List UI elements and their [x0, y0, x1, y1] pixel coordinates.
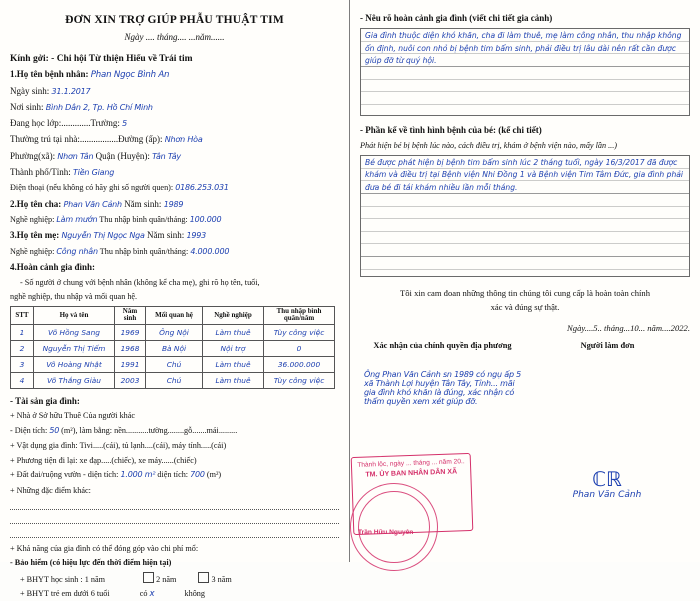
house-area-label: - Diện tích: — [10, 426, 48, 436]
family-situation-title: 4.Hoàn cảnh gia đình: — [10, 261, 96, 272]
family-situation-textarea[interactable] — [360, 28, 690, 116]
father-label: 2.Họ tên cha: — [10, 198, 62, 209]
bhyt-2y-checkbox[interactable] — [143, 572, 154, 583]
blank-line-1 — [10, 499, 339, 510]
phone-value: 0186.253.031 — [175, 183, 229, 193]
cell-year: 2003 — [115, 372, 146, 388]
insurance-title: - Bảo hiểm (có hiệu lực đến thời điểm hiện tại) — [10, 558, 172, 568]
birthplace-row — [10, 101, 339, 114]
bhyt-child-label: + BHYT trẻ em dưới 6 tuổi — [20, 589, 110, 599]
signature-row — [360, 341, 690, 350]
mother-job-row — [10, 246, 339, 258]
cell-stt: 1 — [11, 324, 34, 340]
ward-district-row — [10, 150, 339, 163]
other-features-label: + Những đặc điểm khác: — [10, 485, 91, 495]
father-income-label: Thu nhập bình quân/tháng: — [99, 214, 188, 224]
mother-job-label: Nghề nghiệp: — [10, 246, 55, 256]
cell-stt: 3 — [11, 356, 34, 372]
cell-year: 1968 — [115, 340, 146, 356]
cell-income: 0 — [264, 340, 335, 356]
birth-row — [10, 85, 339, 98]
cell-relation: Ông Nội — [146, 324, 203, 340]
donation-label: + Khả năng của gia đình có thể đóng góp vào chi phí mổ: — [10, 543, 199, 553]
cell-name: Nguyễn Thị Tiếm — [34, 340, 115, 356]
document-date-line: Ngày .... tháng.... ...năm...... — [124, 32, 225, 42]
cell-income: Tùy công việc — [264, 324, 335, 340]
applicant-label: Người làm đơn — [580, 340, 635, 350]
th-job: Nghề nghiệp — [203, 307, 264, 325]
family-note-2: nghề nghiệp, thu nhập và mối quan hệ. — [10, 292, 138, 302]
commitment-line-1: Tôi xin cam đoan những thông tin chúng tôi cung cấp là hoàn toàn chính — [399, 287, 650, 298]
birth-value: 31.1.2017 — [51, 86, 91, 96]
bhyt-child-value: x — [149, 589, 155, 600]
province-label: Thành phố/Tỉnh: — [10, 167, 71, 178]
ward-value: Nhơn Tân — [57, 151, 94, 161]
father-year-label: Năm sinh: — [124, 198, 162, 209]
father-year-value: 1989 — [163, 199, 184, 209]
land-row — [10, 469, 339, 481]
grade-label: Đang học lớp:.............Trường: — [10, 118, 120, 129]
illness-section-title: - Phần kể về tình hình bệnh của bé: (kể chi tiết) — [360, 125, 542, 136]
illness-textarea[interactable] — [360, 155, 690, 277]
mother-label: 3.Họ tên mẹ: — [10, 230, 60, 241]
bhyt-2y-label: 2 năm — [156, 574, 177, 584]
family-situation-text: Gia đình thuộc diện khó khăn, cha đi làm thuê, mẹ làm công nhân, thu nhập không ổn định, nuôi con nhỏ bị bệnh tim bẩm sinh, phải điều trị lâu dài nên rất cần được giúp đỡ từ quý hội. — [365, 31, 682, 66]
recipient-line: Kính gởi: - Chi hội Từ thiện Hiểu về Trái tim — [10, 54, 193, 64]
province-row — [10, 166, 339, 179]
address-label: Thường trú tại nhà:.................Đường (ấp): — [10, 134, 163, 145]
th-stt: STT — [11, 307, 34, 325]
cell-job: Làm thuê — [203, 372, 264, 388]
mother-year-label: Năm sinh: — [146, 230, 185, 241]
cell-stt: 2 — [11, 340, 34, 356]
cell-relation: Chú — [146, 372, 203, 388]
cell-name: Võ Thắng Giàu — [34, 372, 115, 388]
father-job-row — [10, 214, 339, 226]
bhyt-no-label: không — [184, 589, 205, 599]
mother-row — [10, 229, 339, 242]
signature-date-line: Ngày....5.. tháng...10... năm....2022. — [567, 322, 690, 333]
cell-job: Làm thuê — [203, 356, 264, 372]
applicant-signature-name: Phan Văn Cảnh — [572, 490, 642, 500]
ward-label: Phường(xã): — [10, 150, 56, 161]
table-row — [11, 340, 335, 356]
stamp-line-2: TM. ỦY BAN NHÂN DÂN XÃ — [365, 467, 458, 479]
grade-row — [10, 117, 339, 130]
land-value-2: 700 — [190, 470, 205, 480]
other-features-row — [10, 485, 339, 496]
father-row — [10, 198, 339, 211]
cell-relation: Chú — [146, 356, 203, 372]
birthplace-label: Nơi sinh: — [10, 101, 44, 112]
bhyt-yes-label: có — [139, 589, 148, 599]
blank-line-3 — [10, 527, 339, 538]
assets-items-label: + Vật dụng gia đình: Tivi.....(cái), tủ lạnh....(cái), máy tính.....(cái) — [10, 441, 227, 451]
stamp-signer-name: Trần Hữu Nguyên — [358, 529, 414, 536]
province-value: Tiền Giang — [73, 168, 115, 178]
bhyt-child-row — [10, 588, 339, 601]
house-row — [10, 410, 339, 421]
stamp-line-1: Thành lộc, ngày ... tháng ... năm 20.. — [357, 458, 465, 469]
house-area-value: 50 — [49, 426, 60, 436]
cell-income: Tùy công việc — [264, 372, 335, 388]
phone-label: Điện thoại (nếu không có hãy ghi số người quen): — [10, 183, 174, 193]
house-label: + Nhà ở Sở hữu Thuê Của người khác — [10, 411, 136, 421]
bhyt-student-label: + BHYT học sinh : 1 năm — [20, 574, 105, 584]
father-job-value: Làm mướn — [56, 214, 98, 224]
round-seal-icon — [350, 483, 438, 571]
family-note-1: - Số người ở chung với bệnh nhân (không kể cha mẹ), ghi rõ họ tên, tuổi, — [20, 277, 260, 287]
blank-line-2 — [10, 513, 339, 524]
cell-job: Nội trợ — [203, 340, 264, 356]
table-header-row — [11, 307, 335, 325]
land-label: + Đất đai/ruộng vườn - diện tích: — [10, 470, 119, 480]
cell-stt: 4 — [11, 372, 34, 388]
father-job-label: Nghề nghiệp: — [10, 214, 55, 224]
phone-row — [10, 182, 339, 194]
district-label: Quận (Huyện): — [95, 150, 150, 161]
local-authority-text: Ông Phan Văn Cảnh sn 1989 có ngụ ấp 5 xã Thành Lợi huyện Tân Tây, Tỉnh... mãi gia đình khó khăn là đúng, xác nhận có thẩm quyền xem xét giúp đỡ. — [364, 370, 522, 406]
th-relation: Mối quan hệ — [146, 307, 203, 325]
th-year: Năm sinh — [115, 307, 146, 325]
official-stamp-group — [352, 455, 502, 555]
land-rest-label: diện tích: — [157, 470, 189, 480]
patient-name-value: Phan Ngọc Bình An — [90, 69, 170, 80]
th-name: Họ và tên — [34, 307, 115, 325]
local-authority-label: Xác nhận của chính quyền địa phương — [373, 340, 512, 350]
birth-label: Ngày sinh: — [10, 85, 50, 96]
page-title: ĐƠN XIN TRỢ GIÚP PHẪU THUẬT TIM — [65, 14, 284, 26]
bhyt-3y-label: 3 năm — [211, 574, 232, 584]
house-area-row — [10, 425, 339, 437]
cell-relation: Bà Nội — [146, 340, 203, 356]
family-situation-section-title: - Nêu rõ hoàn cảnh gia đình (viết chi tiết gia cảnh) — [360, 13, 553, 23]
land-unit: (m²) — [206, 470, 222, 480]
illness-text: Bé được phát hiện bị bệnh tim bẩm sinh lúc 2 tháng tuổi, ngày 16/3/2017 đã được khám và điều trị tại Bệnh viện Nhi Đồng 1 và Bệnh viện Tim Tâm Đức, gia đình phải đưa bé đi tái khám nhiều lần mỗi tháng. — [365, 157, 684, 193]
applicant-signature-block — [532, 470, 682, 500]
assets-items-row — [10, 440, 339, 451]
father-value: Phan Văn Cảnh — [63, 199, 122, 209]
bhyt-3y-checkbox[interactable] — [198, 572, 209, 583]
donation-row — [10, 543, 339, 554]
address-row — [10, 133, 339, 146]
assets-title: - Tài sản gia đình: — [10, 395, 80, 406]
mother-year-value: 1993 — [186, 231, 207, 241]
table-row — [11, 324, 335, 340]
cell-year: 1969 — [115, 324, 146, 340]
illness-section-subtitle: Phát hiện bé bị bệnh lúc nào, cách điều trị, khám ở bệnh viện nào, mấy lần ...) — [360, 140, 617, 150]
left-column — [0, 0, 350, 600]
th-income: Thu nhập bình quân/năm — [264, 307, 335, 325]
house-area-rest: (m²), làm bằng: nền...........tường........gỗ.......mái......... — [61, 426, 238, 436]
address-value: Nhơn Hòa — [164, 135, 203, 145]
birthplace-value: Bình Dân 2, Tp. Hồ Chí Minh — [45, 102, 153, 112]
bhyt-student-row — [10, 572, 339, 585]
relatives-table — [10, 306, 335, 389]
father-income-value: 100.000 — [189, 214, 222, 224]
land-value: 1.000 m² — [120, 470, 156, 480]
mother-job-value: Công nhân — [56, 246, 98, 256]
cell-job: Làm thuê — [203, 324, 264, 340]
vehicle-label: + Phương tiện đi lại: xe đạp.....(chiếc), xe máy......(chiếc) — [10, 455, 197, 465]
cell-income: 36.000.000 — [264, 356, 335, 372]
cell-name: Võ Hoàng Nhật — [34, 356, 115, 372]
cell-year: 1991 — [115, 356, 146, 372]
cell-name: Võ Hồng Sang — [34, 324, 115, 340]
grade-value: 5 — [122, 119, 127, 129]
table-row — [11, 372, 335, 388]
mother-income-value: 4.000.000 — [190, 246, 230, 256]
mother-income-label: Thu nhập bình quân/tháng: — [99, 246, 189, 256]
signature-scribble-icon: ℂℝ — [592, 469, 622, 491]
table-row — [11, 356, 335, 372]
vehicle-row — [10, 455, 339, 466]
commitment-line-2: xác và đúng sự thật. — [490, 301, 560, 312]
district-value: Tân Tây — [152, 151, 181, 161]
mother-value: Nguyễn Thị Ngọc Nga — [61, 231, 145, 241]
patient-name-label: 1.Họ tên bệnh nhân: — [10, 68, 89, 79]
patient-name-row — [10, 68, 339, 82]
